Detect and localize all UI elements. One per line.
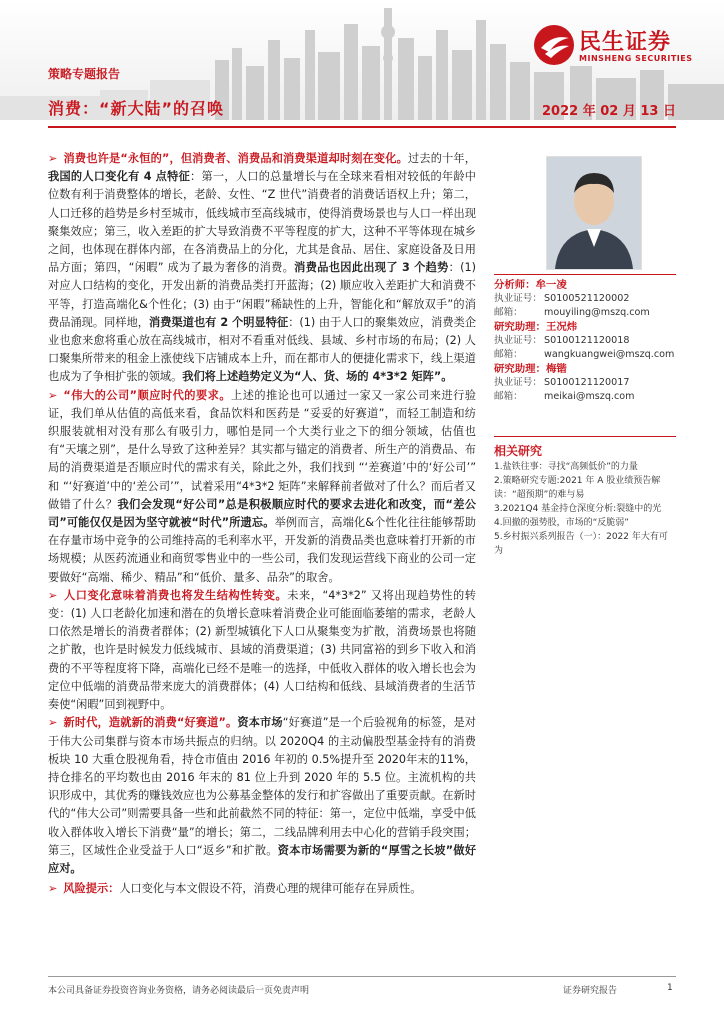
paragraph-lead: “伟大的公司”顺应时代的要求。 (63, 388, 232, 402)
logo-english-name: MINSHENG SECURITIES (579, 54, 693, 63)
bullet-arrow-icon: ➢ (48, 716, 58, 730)
related-divider (494, 436, 676, 437)
summary-paragraph (48, 714, 476, 878)
body-text: ：(1) 对应人口结构的变化，开发出新的消费品类打开蓝海；(2) 顺应收入差距扩大和消费不平等，打造高端化&个性化；(3) 由于“闲暇”稀缺性的上升，智能化和“解放双手”的消费品涌现。同样地， (48, 261, 476, 329)
body-text: 未来，“4*3*2” 又将出现趋势性的转变：(1) 人口老龄化加速和潜在的负增长意味着消费企业可能面临萎缩的需求，老龄人口依然是增长的消费者群体；(2) 新型城镇化下人口从聚集变为扩散，消费场景也将随之扩散，也许是时候发力低线城市、县域的消费渠道；(3) 共同富裕的到乡下收入和消费的不平等程度将下降，高端化已经不是唯一的选择，中低收入群体的收入增长也会为定位中低端的消费品带来庞大的消费群体；(4) 人口结构和低线、县域消费者的生活节奏使“闲暇”回到视野中。 (48, 588, 476, 712)
related-item[interactable]: 4.回撤的强势股，市场的“反脆弱” (494, 518, 629, 528)
bold-text: 消费品也因此出现了 3 个趋势 (294, 261, 449, 275)
body-text: 上述的推论也可以通过一家又一家公司来进行验证，我们单从估值的高低来看，食品饮料和医药是 “妥妥的好赛道”，而轻工制造和纺织服装就相对没有那么有吸引力，哪怕是同一个大类行业之下的细分领域，估值也有“天壤之别”，是什么导致了这种差异？其实都与锚定的消费者、所生产的消费品、布局的消费渠道是否顺应时代的需求有关，除此之外，我们找到 “‘差赛道’中的‘好公司’” 和 “‘好赛道’中的‘差公司’”，试着采用“4*3*2 矩阵”来解释前者做对了什么？而后者又做错了什么？ (48, 388, 476, 511)
paragraph-lead: 人口变化意味着消费也将发生结构性转变。 (63, 588, 288, 602)
body-text: ：(1) 由于人口的聚集效应，消费类企业也愈来愈将重心放在高线城市，相对不看重对低线、县域、乡村市场的布局；(2) 人口聚集所带来的租金上涨使线下店铺成本上升，而在都市人的便捷化需求下，线上渠道也成为了争相扩张的领域。 (48, 315, 477, 384)
title-divider (48, 126, 676, 128)
paragraph-lead: 消费也许是“永恒的”，但消费者、消费品和消费渠道却时刻在变化。 (63, 152, 408, 165)
footer-divider (48, 976, 676, 977)
footer-disclaimer: 本公司具备证券投资咨询业务资格，请务必阅读最后一页免责声明 (48, 986, 310, 996)
analyst-role: 分析师： (494, 279, 536, 291)
email-address[interactable]: mouyiling@mszq.com (544, 307, 650, 318)
related-item[interactable]: 3.2021Q4 基金持仓深度分析:裂缝中的光 (494, 504, 662, 514)
email-label: 邮箱： (494, 307, 523, 318)
paragraph-lead: 风险提示： (63, 882, 120, 896)
cert-number: S0100121120017 (544, 377, 630, 388)
bold-text: 消费渠道也有 2 个明显特征 (149, 315, 289, 329)
cert-number: S0100121120018 (544, 335, 630, 346)
email-address[interactable]: wangkuangwei@mszq.com (544, 349, 675, 360)
bold-text: 资本市场 (237, 716, 283, 730)
bold-text: 资本市场需要为新的“厚雪之长坡”做好应对。 (48, 843, 477, 875)
bold-text: 我们将上述趋势定义为“人、货、场的 4*3*2 矩阵”。 (182, 370, 453, 384)
email-label: 邮箱： (494, 391, 523, 402)
summary-paragraph (48, 587, 476, 714)
bullet-arrow-icon: ➢ (48, 882, 58, 896)
email-label: 邮箱： (494, 349, 523, 360)
body-text: ：第一，人口的总量增长与在全球来看相对较低的年龄中位数有利于消费整体的增长，老龄、女性、“Z 世代”消费者的消费话语权上升；第二，人口迁移的趋势是乡村至城市，低线城市至高线城市，使得消费场景也与人口一样出现聚集效应；第三，收入差距的扩大导致消费不平等程度的扩大，这种不平等体现在城乡之间，也体现在群体内部，在各消费品上的分化，尤其是食品、居住、家庭设备及日用品方面；第四，“闲暇” 成为了最为奢侈的消费。 (48, 170, 476, 275)
footer-doc-type: 证券研究报告 (563, 986, 618, 996)
logo-chinese-name: 民生证券 (579, 30, 672, 55)
cert-label: 执业证号： (494, 377, 542, 388)
analyst-name: 梅锴 (545, 363, 567, 375)
header-banner (0, 0, 724, 120)
page-number: 1 (667, 983, 673, 993)
email-address[interactable]: meikai@mszq.com (544, 391, 635, 402)
minsheng-logo (533, 22, 703, 68)
cert-number: S0100521120002 (544, 293, 630, 304)
analyst-divider (494, 274, 676, 275)
summary-paragraph (48, 387, 476, 587)
body-text: 过去的十年， (408, 152, 476, 165)
analyst-role: 研究助理： (494, 321, 546, 333)
bullet-arrow-icon: ➢ (48, 388, 58, 402)
analyst-list (494, 278, 676, 404)
body-text: 举例而言，高端化&个性化往往能够帮助在存量市场中竞争的公司维持高的毛利率水平，开发新的消费品类也意味着打开新的市场规模；从医药流通业和商贸零售业中的一些公司，我们发现运营线下商业的公司一定要做好“高端、稀少、精品”和“低价、量多、品杂”的取舍。 (48, 516, 476, 584)
related-item[interactable]: 1.盐铁往事：寻找“高频低价”的力量 (494, 462, 638, 472)
analyst-photo (546, 156, 642, 270)
summary-paragraph (48, 150, 476, 387)
analyst-name: 王况炜 (545, 321, 578, 333)
summary-body (48, 150, 476, 898)
related-research-title: 相关研究 (494, 444, 543, 458)
related-item[interactable]: 5.乡村振兴系列报告（一）：2022 年大有可为 (494, 532, 668, 556)
bold-text: 我们会发现“好公司”总是积极顺应时代的要求去进化和改变，而“差公司”可能仅仅是因为坚守就被“时代”所遗忘。 (48, 497, 476, 530)
bold-text: 我国的人口变化有 4 点特征 (48, 170, 191, 184)
summary-paragraph (48, 880, 476, 898)
cert-label: 执业证号： (494, 293, 542, 304)
related-research-list (494, 460, 676, 558)
analyst-portrait-image (547, 157, 641, 269)
paragraph-lead: 新时代，造就新的消费“好赛道”。 (63, 716, 238, 730)
body-text: “好赛道”是一个后验视角的标签，是对于伟大公司集群与资本市场共振点的归纳。以 2020Q4 的主动偏股型基金持有的消费板块 10 大重仓股视角看，持仓市值由 2016 年初的 0.5%提升至 2020年末的11%，持仓排名的平均数也由 2016 年末的 81 位上升到 2020 年的 5.5 位。主流机构的共识形成中，其优秀的赚钱效应也为公募基金整体的发行和扩容做出了重要贡献。在新时代的“伟大公司”则需要具备一些和此前截然不同的特征：第一，定位中低端，享受中低收入群体收入增长下消费“量”的增长；第二，二线品牌利用去中心化的营销手段突围；第三，区域性企业受益于人口“返乡”和扩散。 (48, 716, 476, 857)
related-item[interactable]: 2.策略研究专题:2021 年 A 股业绩预告解读：“超预期”的难与易 (494, 476, 661, 500)
bullet-arrow-icon: ➢ (48, 588, 58, 602)
report-date: 2022 年 02 月 13 日 (542, 104, 676, 119)
analyst-role: 研究助理： (494, 363, 546, 375)
report-type: 策略专题报告 (48, 67, 121, 81)
cert-label: 执业证号： (494, 335, 542, 346)
page-title: 消费：“新大陆”的召唤 (48, 99, 225, 118)
analyst-name: 牟一凌 (535, 279, 567, 291)
logo-mark-icon (533, 24, 575, 66)
body-text: 人口变化与本文假设不符，消费心理的规律可能存在异质性。 (119, 882, 422, 896)
bullet-arrow-icon: ➢ (48, 152, 58, 165)
